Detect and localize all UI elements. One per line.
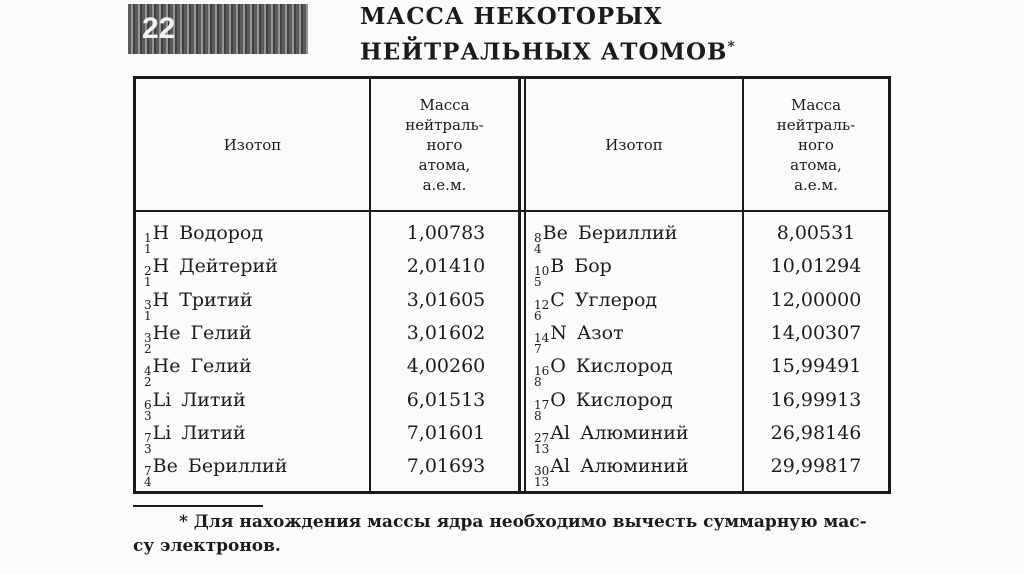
header-isotope-left: Изотоп — [223, 135, 282, 154]
mass-cell-left: 1,00783 — [406, 222, 486, 244]
element-symbol: N — [550, 322, 567, 344]
element-name: Кислород — [575, 389, 673, 411]
column-divider-double-1 — [518, 79, 521, 491]
element-symbol: Li — [152, 389, 172, 411]
isotope-cell-left — [144, 288, 253, 323]
mass-cell-right: 16,99913 — [770, 389, 862, 411]
element-name: Бериллий — [577, 222, 678, 244]
nucleon-numbers: 3 1 — [144, 298, 152, 323]
element-name: Алюминий — [580, 422, 689, 444]
title-line-2: НЕЙТРАЛЬНЫХ АТОМОВ* — [360, 38, 736, 66]
mass-cell-left: 7,01693 — [406, 455, 486, 477]
element-name: Гелий — [190, 322, 252, 344]
mass-cell-right: 15,99491 — [770, 355, 862, 377]
element-name: Кислород — [575, 355, 673, 377]
element-symbol: Al — [550, 455, 571, 477]
nucleon-numbers: 3 2 — [144, 331, 152, 356]
element-symbol: H — [152, 255, 170, 277]
page-number: 22 — [128, 4, 308, 54]
element-symbol: C — [550, 289, 565, 311]
nucleon-numbers: 14 7 — [534, 331, 550, 356]
element-name: Дейтерий — [179, 255, 278, 277]
title-line-1: МАССА НЕКОТОРЫХ — [360, 3, 663, 30]
element-symbol: Al — [550, 422, 571, 444]
element-symbol: H — [152, 289, 170, 311]
header-mass-left: Масса нейтраль- ного атома, а.е.м. — [405, 95, 484, 194]
isotope-cell-right — [534, 288, 658, 323]
nucleon-numbers: 10 5 — [534, 264, 550, 289]
element-symbol: Be — [542, 222, 568, 244]
mass-cell-left: 3,01605 — [406, 289, 486, 311]
mass-cell-left: 4,00260 — [406, 355, 486, 377]
mass-cell-left: 3,01602 — [406, 322, 486, 344]
element-name: Азот — [576, 322, 624, 344]
element-symbol: O — [550, 389, 566, 411]
isotope-cell-right — [534, 454, 689, 489]
element-name: Бор — [574, 255, 612, 277]
isotope-cell-right — [534, 321, 624, 356]
element-name: Бериллий — [187, 455, 288, 477]
element-name: Литий — [181, 389, 246, 411]
nucleon-numbers: 4 2 — [144, 364, 152, 389]
element-name: Литий — [181, 422, 246, 444]
isotope-cell-right — [534, 421, 689, 456]
header-separator — [136, 210, 888, 212]
nucleon-numbers: 16 8 — [534, 364, 550, 389]
isotope-cell-left — [144, 354, 252, 389]
isotope-cell-left — [144, 254, 278, 289]
footnote-line-2: су электронов. — [133, 536, 281, 556]
isotope-cell-left — [144, 321, 252, 356]
mass-cell-right: 8,00531 — [776, 222, 856, 244]
mass-cell-left: 2,01410 — [406, 255, 486, 277]
element-name: Гелий — [190, 355, 252, 377]
element-name: Тритий — [179, 289, 253, 311]
element-symbol: H — [152, 222, 170, 244]
isotope-cell-right — [534, 354, 673, 389]
nucleon-numbers: 2 1 — [144, 264, 152, 289]
element-name: Алюминий — [580, 455, 689, 477]
mass-cell-right: 10,01294 — [770, 255, 862, 277]
isotope-cell-right — [534, 388, 673, 423]
nucleon-numbers: 17 8 — [534, 398, 550, 423]
nucleon-numbers: 30 13 — [534, 464, 550, 489]
element-symbol: Li — [152, 422, 172, 444]
page-title — [360, 2, 736, 68]
nucleon-numbers: 27 13 — [534, 431, 550, 456]
nucleon-numbers: 12 6 — [534, 298, 550, 323]
element-symbol: B — [550, 255, 565, 277]
isotope-cell-right — [534, 221, 678, 256]
header-mass-right: Масса нейтраль- ного атома, а.е.м. — [776, 95, 856, 194]
element-symbol: He — [152, 355, 181, 377]
nucleon-numbers: 6 3 — [144, 398, 152, 423]
isotope-cell-left — [144, 221, 264, 256]
nucleon-numbers: 7 4 — [144, 464, 152, 489]
footnote-line-1: * Для нахождения массы ядра необходимо вычесть суммарную мас- — [179, 512, 867, 532]
element-name: Водород — [179, 222, 264, 244]
nucleon-numbers: 1 1 — [144, 231, 152, 256]
isotope-mass-table — [133, 76, 891, 494]
footnote — [133, 510, 893, 558]
footnote-divider — [133, 505, 263, 507]
header-isotope-right: Изотоп — [605, 135, 663, 154]
mass-cell-left: 7,01601 — [406, 422, 486, 444]
element-name: Углерод — [574, 289, 658, 311]
title-footnote-mark: * — [727, 39, 736, 55]
mass-cell-right: 14,00307 — [770, 322, 862, 344]
nucleon-numbers: 7 3 — [144, 431, 152, 456]
mass-cell-right: 26,98146 — [770, 422, 862, 444]
isotope-cell-left — [144, 388, 246, 423]
element-symbol: Be — [152, 455, 178, 477]
mass-cell-right: 12,00000 — [770, 289, 862, 311]
mass-cell-left: 6,01513 — [406, 389, 486, 411]
isotope-cell-left — [144, 421, 246, 456]
nucleon-numbers: 8 4 — [534, 231, 542, 256]
isotope-cell-right — [534, 254, 612, 289]
element-symbol: He — [152, 322, 181, 344]
mass-cell-right: 29,99817 — [770, 455, 862, 477]
isotope-cell-left — [144, 454, 288, 489]
element-symbol: O — [550, 355, 566, 377]
